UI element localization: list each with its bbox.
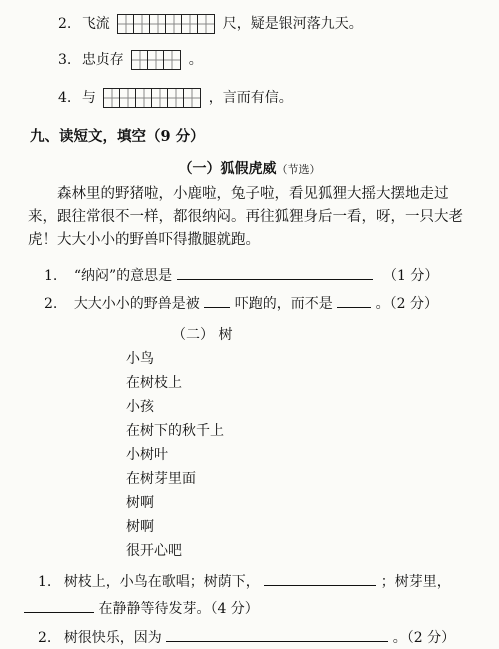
- answer-grid[interactable]: [103, 88, 201, 108]
- grid-cell[interactable]: [198, 15, 214, 33]
- question-text: 在静静等待发芽。（4 分）: [98, 601, 259, 617]
- passage-1-text: 森林里的野猪啦，小鹿啦，兔子啦，看见狐狸大摇大摆地走过来，跟往常很不一样，都很纳闷。再往狐狸身后一看，呀，一只大老虎！大大小小的野兽吓得撒腿就跑。: [28, 186, 463, 248]
- question-text: 树很快乐，因为: [63, 630, 162, 646]
- item-suffix: 尺，疑是银河落九天。: [222, 16, 363, 32]
- passage-2-question-1: [38, 571, 451, 591]
- question-number: 1.: [44, 268, 58, 284]
- grid-cell[interactable]: [120, 89, 136, 107]
- grid-cell[interactable]: [168, 89, 184, 107]
- passage-2-question-1-cont: [24, 598, 259, 618]
- passage-title-text: （一）狐假虎威: [178, 161, 277, 177]
- poem-line: 在树枝上: [126, 375, 182, 391]
- passage-1-question-1: [44, 265, 438, 285]
- question-text: “纳闷”的意思是: [73, 268, 173, 284]
- item-number: 3.: [58, 52, 72, 68]
- grid-cell[interactable]: [134, 15, 150, 33]
- question-number: 1.: [38, 574, 52, 590]
- passage-1-question-2: [44, 293, 438, 313]
- answer-blank[interactable]: [204, 293, 230, 308]
- question-text: 吓跑的，而不是: [234, 296, 333, 312]
- poem-line: 很开心吧: [126, 543, 182, 559]
- grid-cell[interactable]: [184, 89, 200, 107]
- grid-cell[interactable]: [118, 15, 134, 33]
- question-text: 树枝上，小鸟在歌唱；树荫下，: [63, 574, 260, 590]
- poem-line: 在树芽里面: [126, 471, 196, 487]
- grid-cell[interactable]: [182, 15, 198, 33]
- grid-cell[interactable]: [150, 15, 166, 33]
- poem-line: 树啊: [126, 519, 154, 535]
- passage-2-title: （二） 树: [172, 327, 233, 343]
- passage-1-title: [0, 158, 499, 178]
- score-label: （1 分）: [383, 268, 439, 284]
- item-prefix: 忠贞存: [81, 52, 124, 68]
- poem-line: 小鸟: [126, 351, 154, 367]
- fill-item-3: [58, 50, 203, 70]
- grid-cell[interactable]: [104, 89, 120, 107]
- item-suffix: ，言而有信。: [208, 90, 293, 106]
- passage-title-note: （节选）: [276, 163, 321, 176]
- grid-cell[interactable]: [152, 89, 168, 107]
- item-suffix: 。: [188, 52, 203, 68]
- answer-blank[interactable]: [166, 627, 388, 642]
- answer-grid[interactable]: [117, 14, 215, 34]
- question-number: 2.: [44, 296, 58, 312]
- question-text: 大大小小的野兽是被: [73, 296, 200, 312]
- poem-line: 树啊: [126, 495, 154, 511]
- answer-grid[interactable]: [131, 50, 181, 70]
- item-prefix: 与: [81, 90, 96, 106]
- score-label: 。（2 分）: [375, 296, 438, 312]
- question-text: ；树芽里，: [380, 574, 451, 590]
- fill-item-2: [58, 14, 363, 34]
- grid-cell[interactable]: [136, 89, 152, 107]
- poem-line: 在树下的秋千上: [126, 423, 224, 439]
- score-label: 。（2 分）: [392, 630, 456, 646]
- fill-item-4: [58, 88, 293, 108]
- answer-blank[interactable]: [24, 598, 94, 613]
- poem-line: 小孩: [126, 399, 154, 415]
- answer-blank[interactable]: [264, 571, 376, 586]
- passage-2-question-2: [38, 627, 455, 647]
- item-number: 4.: [58, 90, 72, 106]
- item-prefix: 飞流: [81, 16, 110, 32]
- grid-cell[interactable]: [166, 15, 182, 33]
- answer-blank[interactable]: [337, 293, 371, 308]
- poem-line: 小树叶: [126, 447, 168, 463]
- section-heading: 九、读短文，填空（9 分）: [30, 128, 205, 145]
- grid-cell[interactable]: [148, 51, 164, 69]
- grid-cell[interactable]: [132, 51, 148, 69]
- item-number: 2.: [58, 16, 72, 32]
- question-number: 2.: [38, 630, 52, 646]
- answer-blank[interactable]: [177, 265, 373, 280]
- grid-cell[interactable]: [164, 51, 180, 69]
